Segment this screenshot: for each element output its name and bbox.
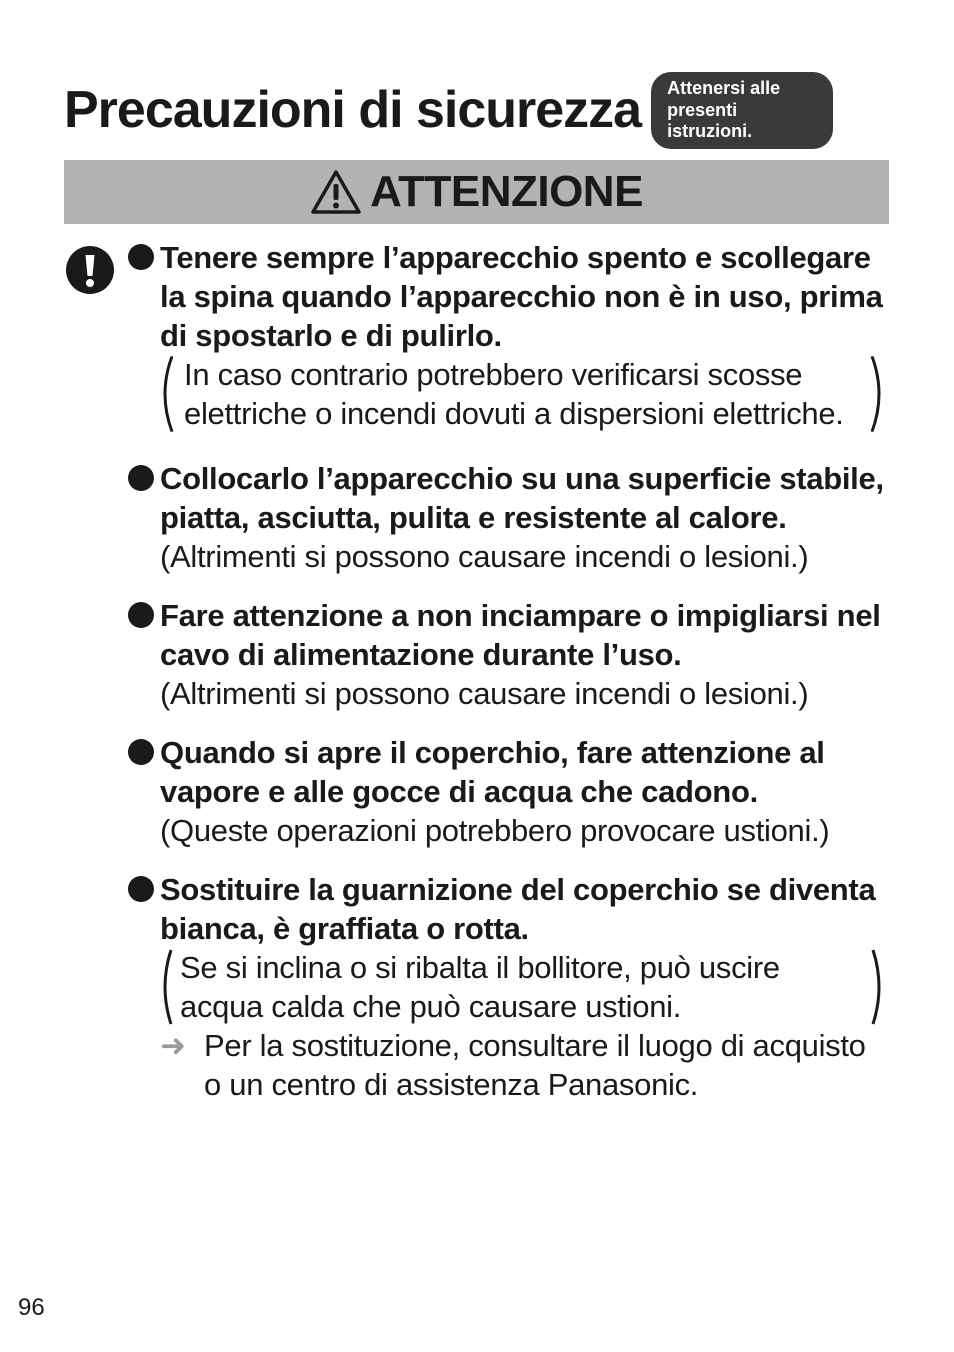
item-instruction: Collocarlo l’apparecchio su una superficie stabile, piatta, asciutta, pulita e resistente al calore.	[160, 461, 884, 535]
exclamation-circle-icon	[66, 246, 114, 294]
attention-label: ATTENZIONE	[370, 167, 643, 216]
bullet-icon	[128, 244, 154, 270]
arrow-right-icon: ➜	[160, 1028, 186, 1063]
bullet-icon	[128, 465, 154, 491]
item-instruction: Fare attenzione a non inciampare o impigliarsi nel cavo di alimentazione durante l’uso.	[160, 598, 881, 672]
warning-triangle-icon	[310, 169, 362, 215]
precautions-list	[128, 238, 888, 1124]
list-item	[128, 238, 888, 433]
item-note: (Altrimenti si possono causare incendi o lesioni.)	[160, 676, 809, 711]
close-paren-icon	[868, 948, 888, 1026]
item-note: (Queste operazioni potrebbero provocare ustioni.)	[160, 813, 830, 848]
close-paren-icon	[868, 355, 888, 433]
list-item	[128, 733, 888, 850]
list-item	[128, 870, 888, 1104]
item-instruction: Sostituire la guarnizione del coperchio se diventa bianca, è graffiata o rotta.	[160, 872, 876, 946]
item-instruction: Quando si apre il coperchio, fare attenzione al vapore e alle gocce di acqua che cadono.	[160, 735, 825, 809]
item-note-text: In caso contrario potrebbero verificarsi scosse elettriche o incendi dovuti a dispersioni elettriche.	[184, 357, 844, 431]
open-paren-icon	[156, 948, 176, 1026]
page-number: 96	[18, 1294, 45, 1321]
list-item	[128, 596, 888, 713]
item-note	[160, 355, 888, 433]
attention-banner	[64, 160, 889, 224]
item-instruction: Tenere sempre l’apparecchio spento e scollegare la spina quando l’apparecchio non è in uso, prima di spostarlo e di pulirlo.	[160, 240, 883, 353]
replacement-note	[160, 1026, 888, 1104]
bullet-icon	[128, 739, 154, 765]
item-note: (Altrimenti si possono causare incendi o lesioni.)	[160, 539, 809, 574]
replacement-note-text: Per la sostituzione, consultare il luogo di acquisto o un centro di assistenza Panasonic.	[204, 1028, 866, 1102]
bullet-icon	[128, 602, 154, 628]
bullet-icon	[128, 876, 154, 902]
item-note	[160, 948, 888, 1026]
open-paren-icon	[156, 355, 176, 433]
instructions-badge: Attenersi alle presenti istruzioni.	[651, 72, 833, 149]
page-title: Precauzioni di sicurezza	[64, 81, 642, 140]
item-note-text: Se si inclina o si ribalta il bollitore, può uscire acqua calda che può causare ustioni.	[180, 950, 780, 1024]
title-row	[64, 72, 833, 149]
list-item	[128, 459, 888, 576]
